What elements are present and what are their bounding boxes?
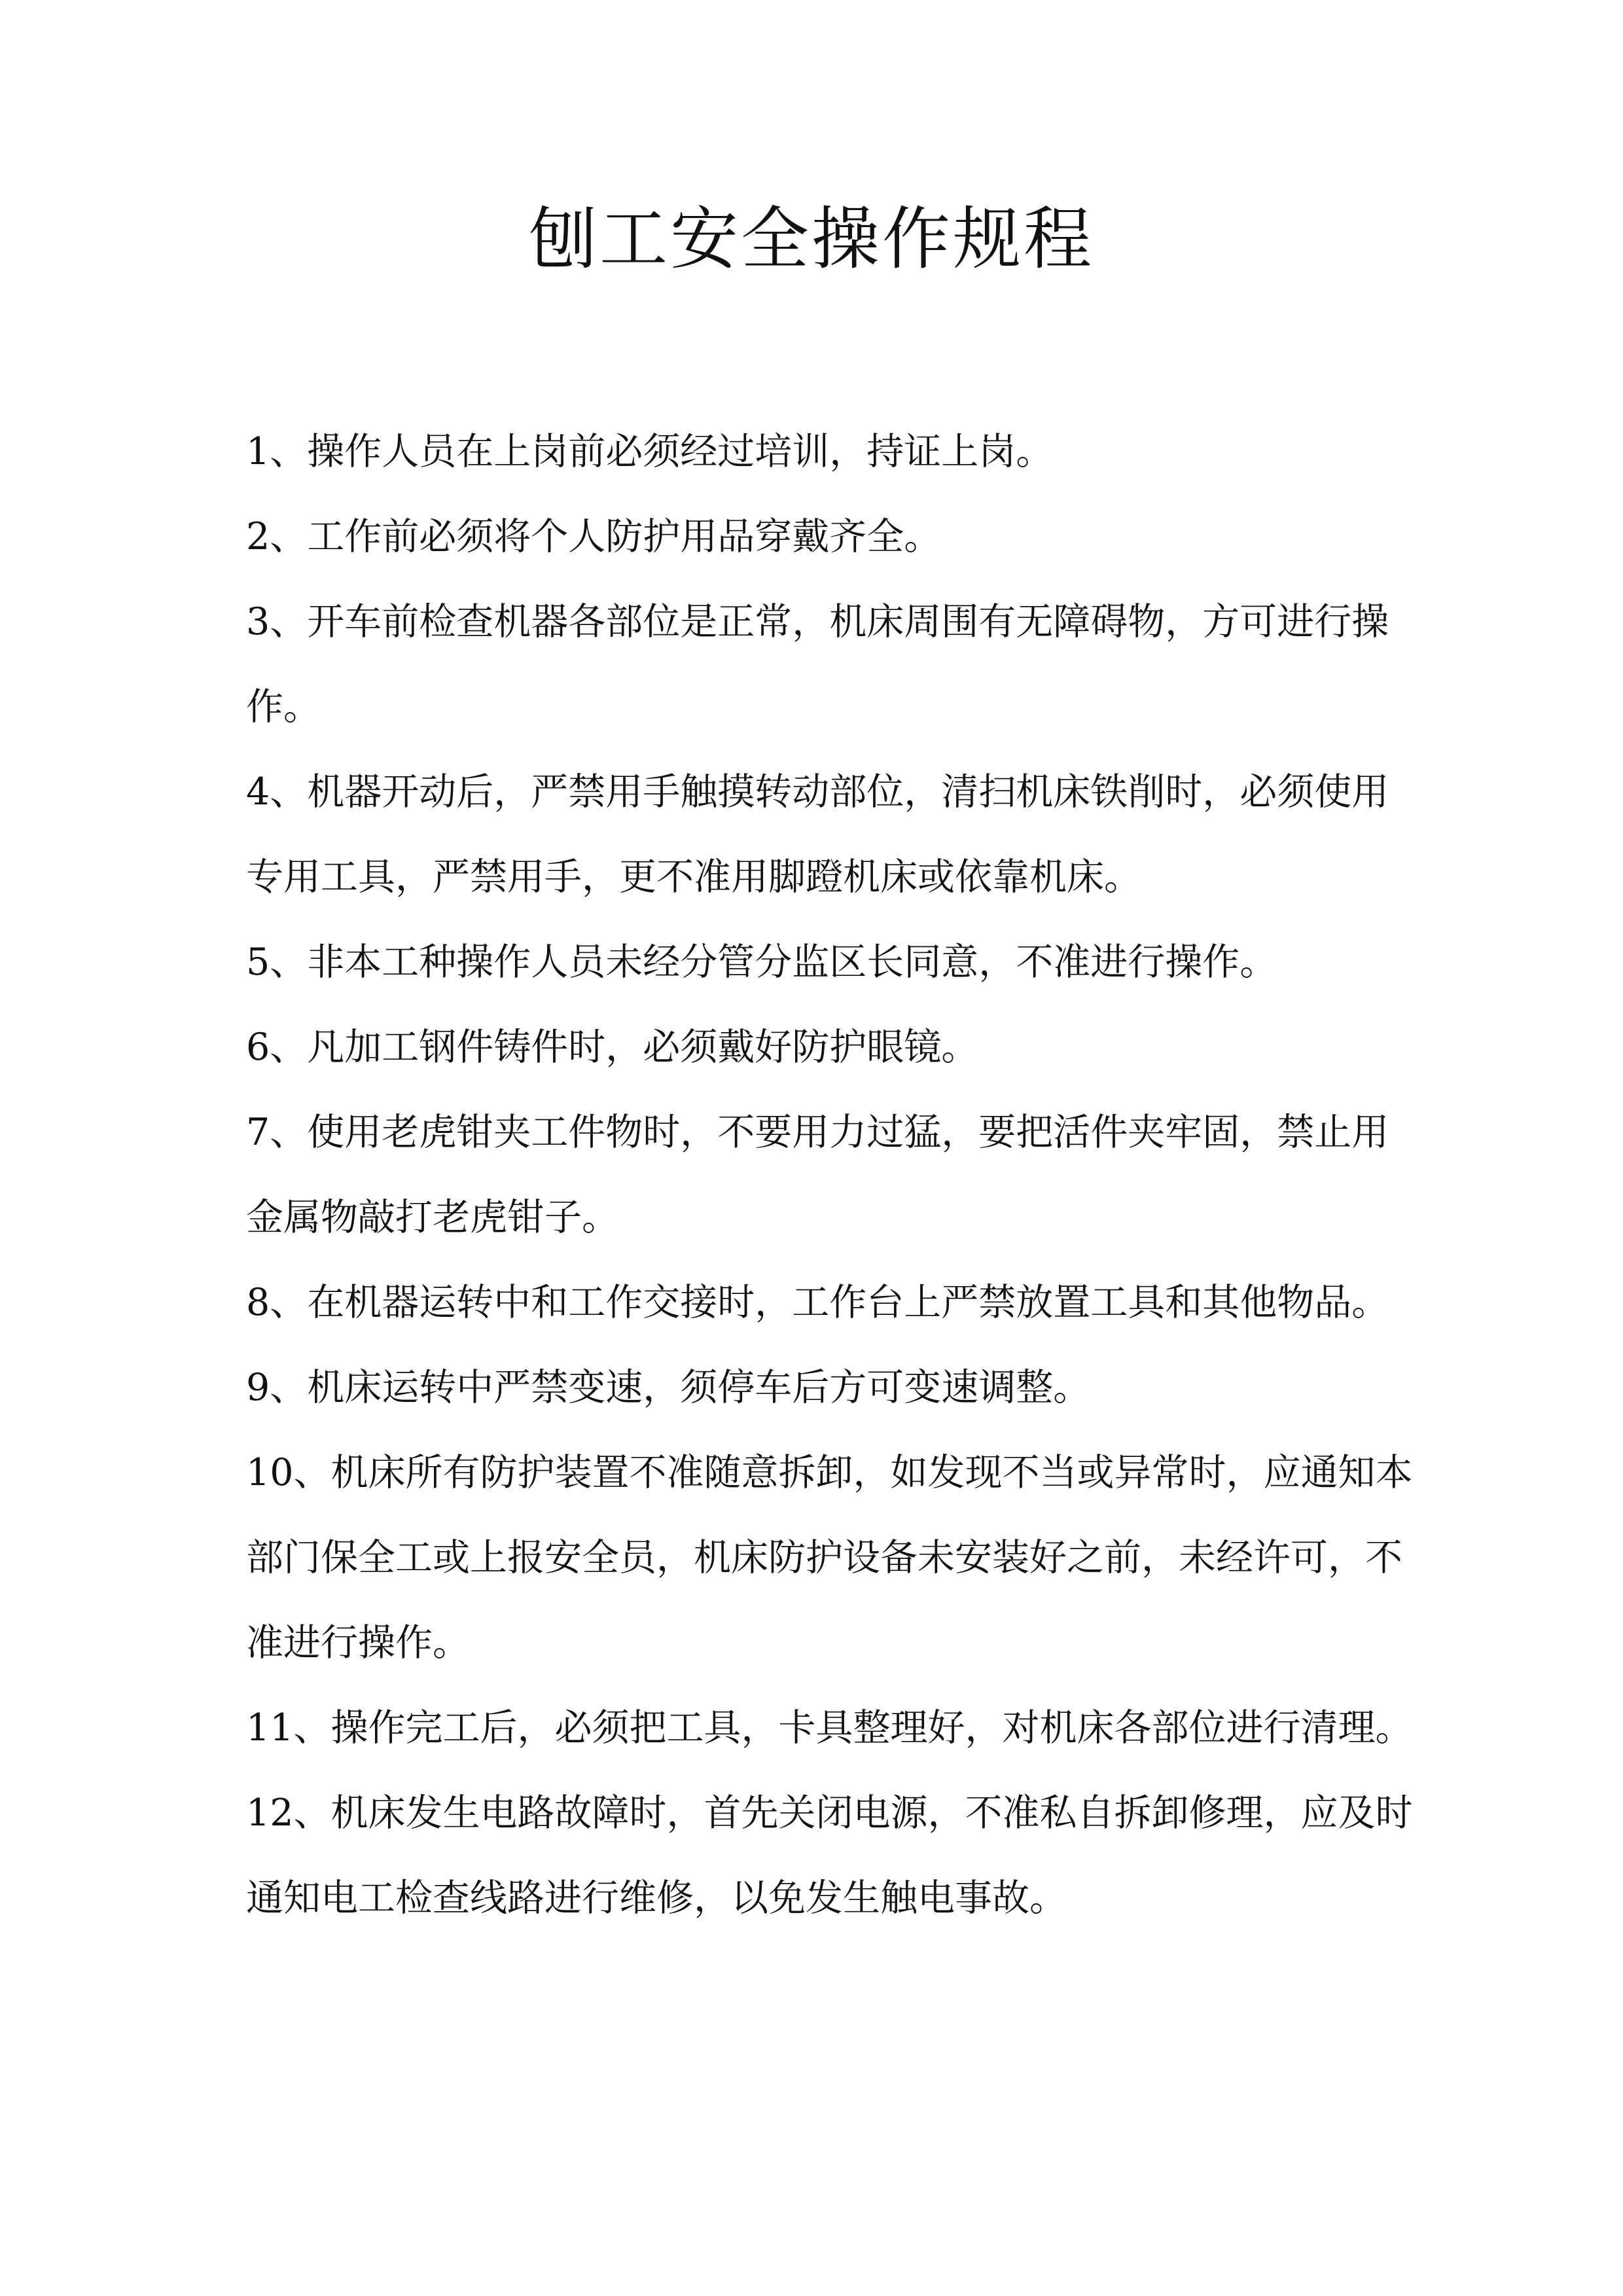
rule-item-11: 11、操作完工后，必须把工具，卡具整理好，对机床各部位进行清理。 xyxy=(246,1706,1413,1749)
rule-item-1: 1、操作人员在上岗前必须经过培训，持证上岗。 xyxy=(246,430,1054,473)
rule-item-2: 2、工作前必须将个人防护用品穿戴齐全。 xyxy=(246,515,942,558)
document-title: 刨工安全操作规程 xyxy=(528,199,1094,279)
rule-item-8: 8、在机器运转中和工作交接时，工作台上严禁放置工具和其他物品。 xyxy=(246,1281,1389,1324)
rule-item-6: 6、凡加工钢件铸件时，必须戴好防护眼镜。 xyxy=(246,1026,979,1069)
rule-item-4: 4、机器开动后，严禁用手触摸转动部位，清扫机床铁削时，必须使用专用工具，严禁用手，更不准用脚蹬机床或依靠机床。 xyxy=(246,770,1389,899)
rule-item-7: 7、使用老虎钳夹工件物时，不要用力过猛，要把活件夹牢固，禁止用金属物敲打老虎钳子。 xyxy=(246,1111,1389,1239)
rules-list xyxy=(246,409,1418,1941)
rule-item-10: 10、机床所有防护装置不准随意拆卸，如发现不当或异常时，应通知本部门保全工或上报安全员，机床防护设备未安装好之前，未经许可，不准进行操作。 xyxy=(246,1451,1413,1664)
rule-item-5: 5、非本工种操作人员未经分管分监区长同意，不准进行操作。 xyxy=(246,941,1277,984)
rule-item-3: 3、开车前检查机器各部位是正常，机床周围有无障碍物，方可进行操作。 xyxy=(246,600,1389,728)
rule-item-9: 9、机床运转中严禁变速，须停车后方可变速调整。 xyxy=(246,1366,1091,1409)
rule-item-12: 12、机床发生电路故障时，首先关闭电源，不准私自拆卸修理，应及时通知电工检查线路进行维修，以免发生触电事故。 xyxy=(246,1791,1413,1920)
